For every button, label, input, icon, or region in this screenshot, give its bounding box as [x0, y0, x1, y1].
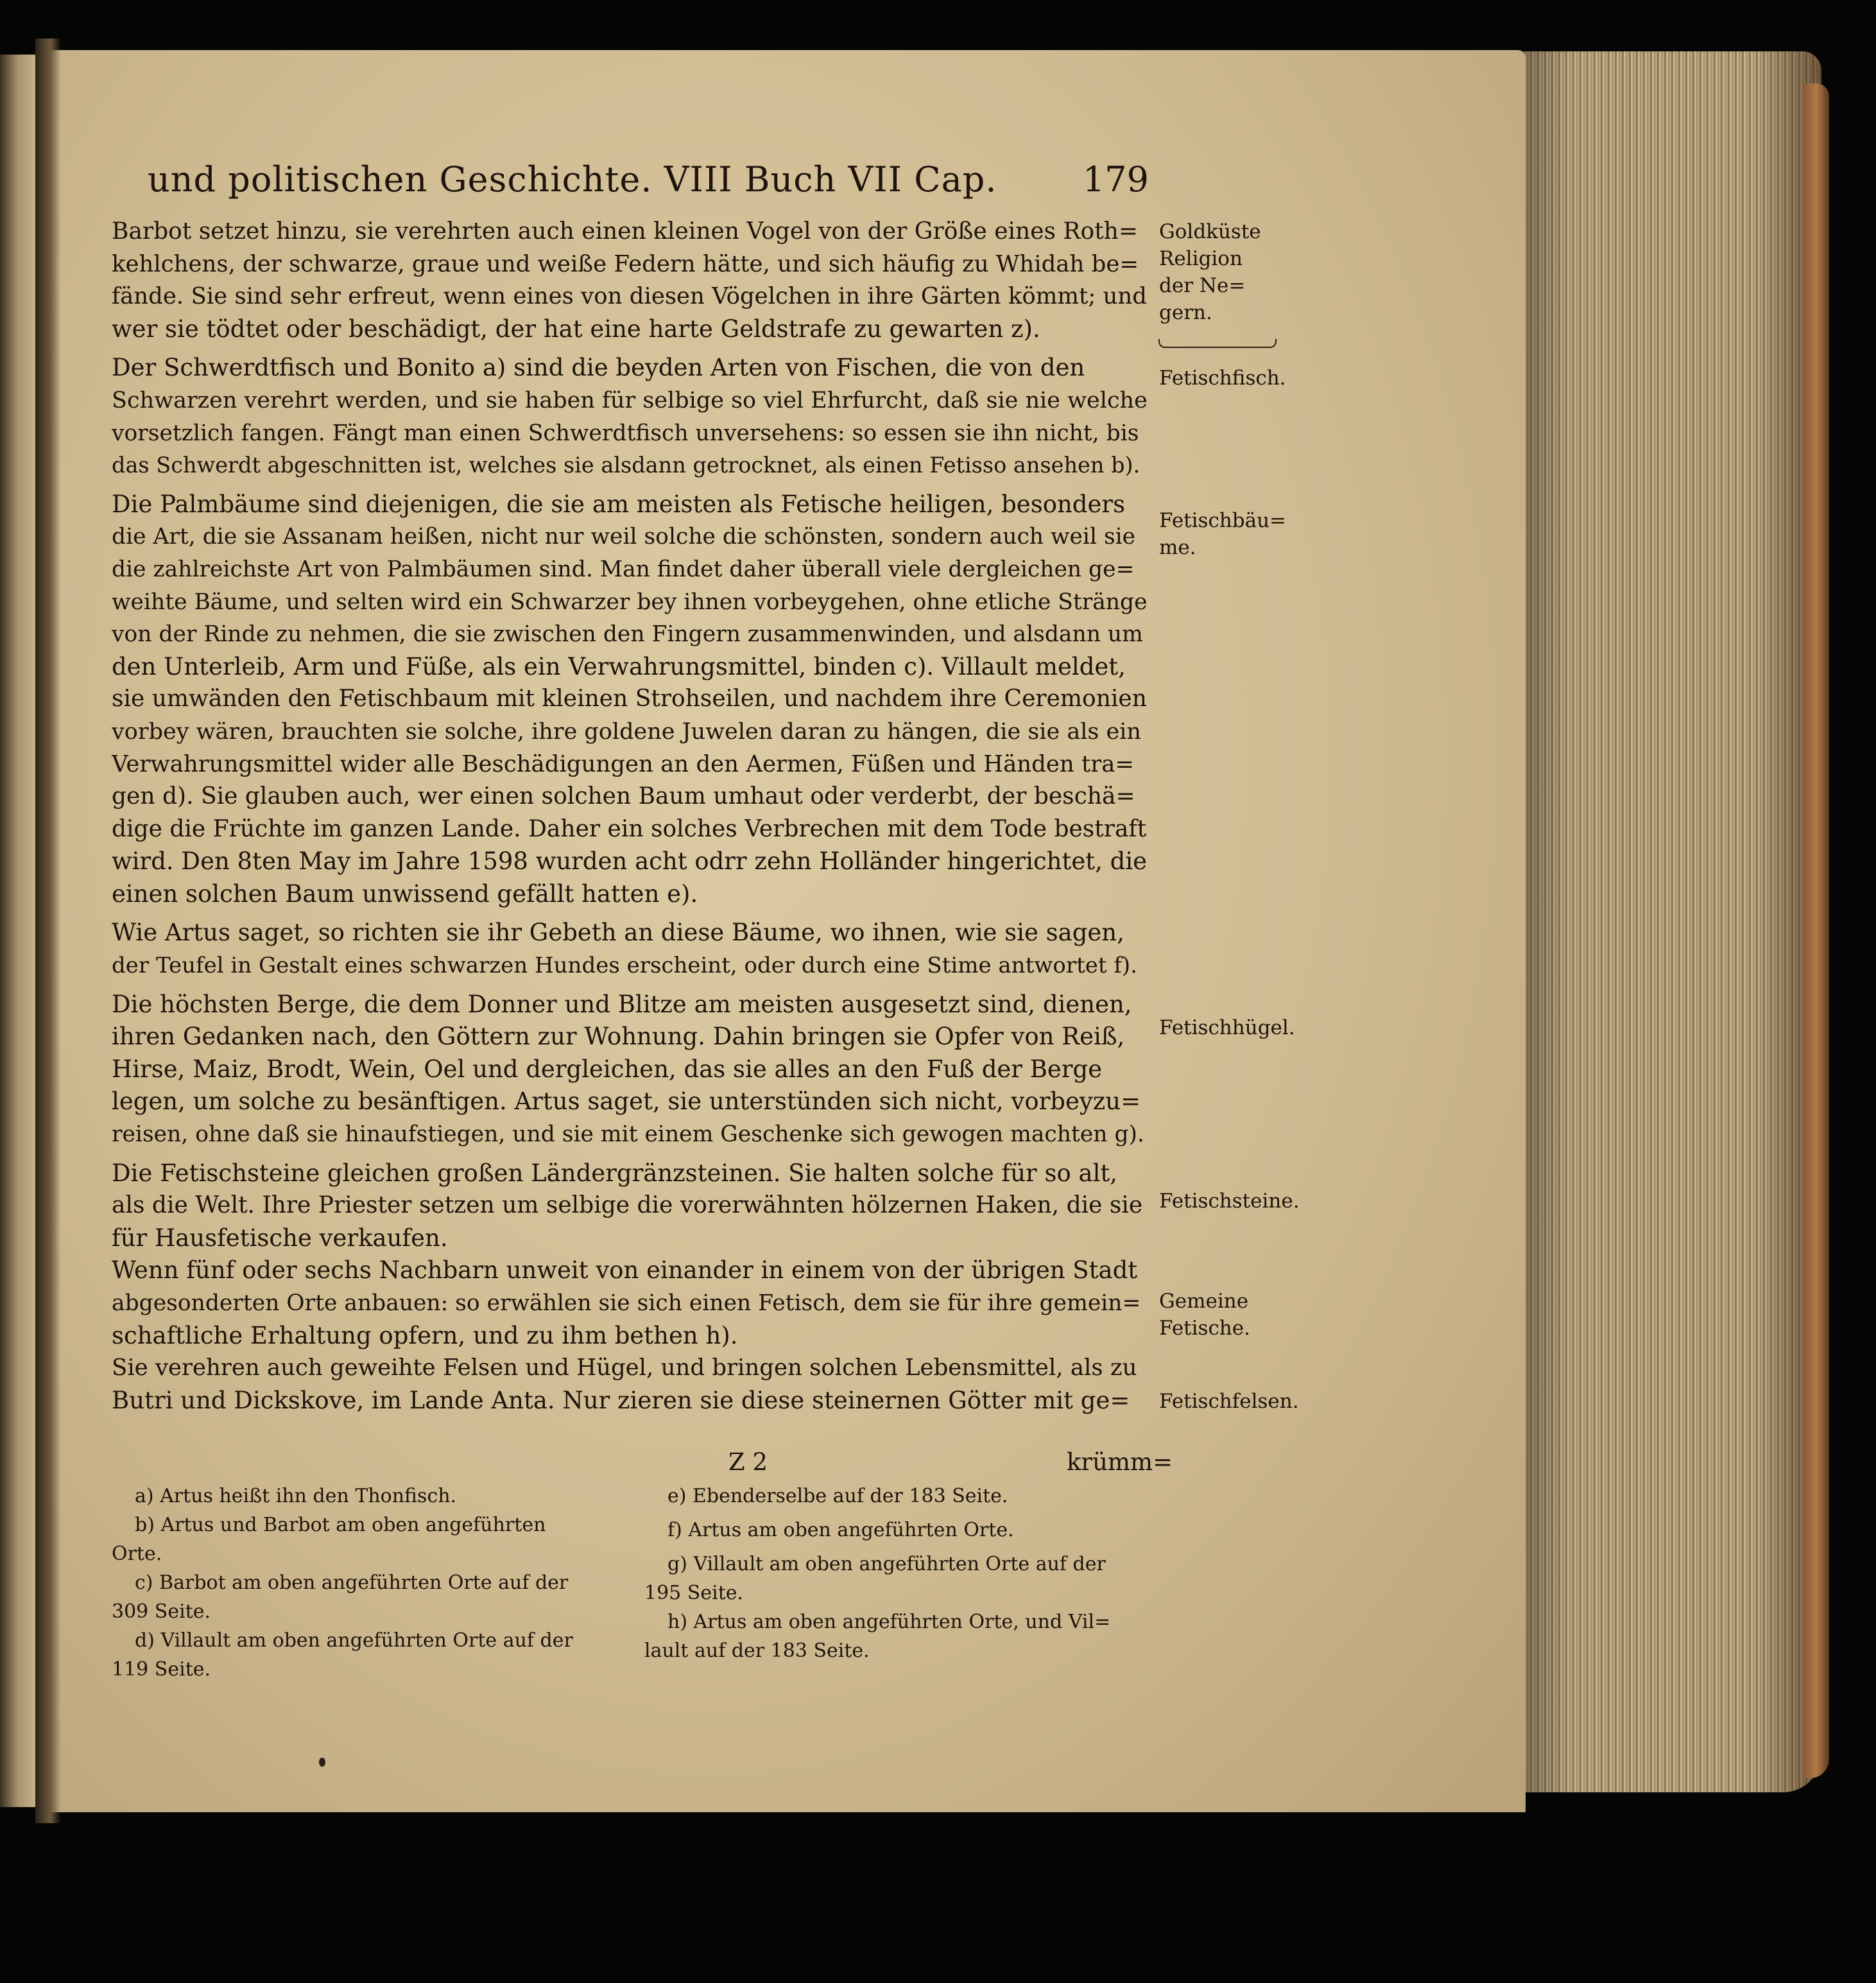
text-line: Wie Artus saget, so richten sie ihr Gebeth an diese Bäume, wo ihnen, wie sie sagen, — [112, 919, 1124, 947]
text-line: ihren Gedanken nach, den Göttern zur Wohnung. Dahin bringen sie Opfer von Reiß, — [112, 1023, 1125, 1051]
text-line: reisen, ohne daß sie hinaufstiegen, und sie mit einem Geschenke sich gewogen machten g). — [112, 1121, 1144, 1148]
footnote: c) Barbot am oben angeführten Orte auf der — [135, 1572, 569, 1594]
main-text — [112, 216, 1148, 1417]
footnote: b) Artus und Barbot am oben angeführten — [135, 1514, 546, 1536]
catchword: krümm= — [1067, 1448, 1173, 1476]
footnotes-left — [112, 1482, 573, 1684]
page-header — [148, 159, 1149, 204]
text-line: sie umwänden den Fetischbaum mit kleinen Strohseilen, und nachdem ihre Ceremonien — [112, 686, 1147, 713]
text-line: dige die Früchte im ganzen Lande. Daher ein solches Verbrechen mit dem Tode bestraft — [112, 815, 1147, 842]
margin-note-fetischsteine: Fetischsteine. — [1159, 1190, 1300, 1213]
margin-bracket — [1158, 339, 1277, 348]
text-line: Schwarzen verehrt werden, und sie haben für selbige so viel Ehrfurcht, daß sie nie welche — [112, 387, 1148, 413]
footnote: 119 Seite. — [112, 1658, 211, 1681]
text-line: der Teufel in Gestalt eines schwarzen Hundes erscheint, oder durch eine Stime antwortet f). — [112, 953, 1137, 979]
footnote: Orte. — [112, 1543, 162, 1565]
text-line: Butri und Dickskove, im Lande Anta. Nur zieren sie diese steinernen Götter mit ge= — [112, 1386, 1130, 1414]
text-line: einen solchen Baum unwissend gefällt hatten e). — [112, 879, 698, 908]
footnote: lault auf der 183 Seite. — [644, 1640, 870, 1662]
text-line: den Unterleib, Arm und Füße, als ein Verwahrungsmittel, binden c). Villault meldet, — [112, 652, 1126, 680]
text-line: schaftliche Erhaltung opfern, und zu ihm bethen h). — [112, 1321, 738, 1349]
text-line: Die höchsten Berge, die dem Donner und Blitze am meisten ausgesetzt sind, dienen, — [112, 990, 1132, 1018]
text-line: das Schwerdt abgeschnitten ist, welches sie alsdann getrocknet, als einen Fetisso ansehen b). — [112, 453, 1140, 478]
facing-page-edge — [0, 55, 40, 1807]
page-number: 179 — [1082, 159, 1149, 200]
text-line: weihte Bäume, und selten wird ein Schwarzer bey ihnen vorbeygehen, ohne etliche Stränge — [112, 589, 1148, 615]
text-line: gen d). Sie glauben auch, wer einen solchen Baum umhaut oder verderbt, der beschä= — [112, 783, 1135, 810]
page-edges-shadow — [1488, 51, 1821, 1792]
text-line: die Art, die sie Assanam heißen, nicht nur weil solche die schönsten, sondern auch weil sie — [112, 524, 1136, 550]
text-line: Die Palmbäume sind diejenigen, die sie am meisten als Fetische heiligen, besonders — [112, 490, 1126, 518]
margin-note-fetischhuegel: Fetischhügel. — [1159, 1016, 1295, 1039]
ink-speck — [319, 1758, 325, 1767]
text-line: wer sie tödtet oder beschädigt, der hat eine harte Geldstrafe zu gewarten z). — [112, 315, 1040, 343]
margin-note-fetischfisch: Fetischfisch. — [1159, 367, 1286, 390]
footnote: 195 Seite. — [644, 1582, 744, 1604]
running-title: und politischen Geschichte. VIII Buch VII Cap. — [148, 159, 997, 200]
margin-note-gemeine-fetische: Gemeine Fetische. — [1159, 1290, 1250, 1340]
signature-mark: Z 2 — [728, 1448, 768, 1476]
text-line: Verwahrungsmittel wider alle Beschädigungen an den Aermen, Füßen und Händen tra= — [112, 750, 1135, 777]
text-line: Der Schwerdtfisch und Bonito a) sind die beyden Arten von Fischen, die von den — [112, 354, 1085, 382]
text-line: Hirse, Maiz, Brodt, Wein, Oel und dergleichen, das sie alles an den Fuß der Berge — [112, 1055, 1103, 1083]
gutter-shadow — [35, 39, 61, 1823]
text-line: vorbey wären, brauchten sie solche, ihre goldene Juwelen daran zu hängen, die sie als ein — [112, 718, 1141, 745]
margin-note-fetischfelsen: Fetischfelsen. — [1159, 1390, 1299, 1413]
text-line: Barbot setzet hinzu, sie verehrten auch einen kleinen Vogel von der Größe eines Roth= — [112, 218, 1139, 245]
footnote: a) Artus heißt ihn den Thonfisch. — [135, 1485, 457, 1507]
footnote: f) Artus am oben angeführten Orte. — [667, 1519, 1014, 1541]
margin-note-goldkueste: Goldküste Religion der Ne= gern. — [1159, 220, 1261, 324]
text-line: kehlchens, der schwarze, graue und weiße Federn hätte, und sich häufig zu Whidah be= — [112, 250, 1139, 277]
text-line: Wenn fünf oder sechs Nachbarn unweit von einander in einem von der übrigen Stadt — [112, 1256, 1138, 1285]
text-line: von der Rinde zu nehmen, die sie zwischen den Fingern zusammenwinden, und alsdann um — [112, 621, 1143, 648]
text-line: für Hausfetische verkaufen. — [112, 1224, 448, 1252]
text-line: vorsetzlich fangen. Fängt man einen Schwerdtfisch unversehens: so essen sie ihn nicht, bis — [112, 420, 1139, 446]
book-cover-edge — [1803, 83, 1829, 1778]
text-line: legen, um solche zu besänftigen. Artus saget, sie unterstünden sich nicht, vorbeyzu= — [112, 1087, 1141, 1116]
text-line: fände. Sie sind sehr erfreut, wenn eines von diesen Vögelchen in ihre Gärten kömmt; und — [112, 283, 1148, 310]
text-line: wird. Den 8ten May im Jahre 1598 wurden acht odrr zehn Holländer hingerichtet, die — [112, 847, 1148, 876]
text-line: als die Welt. Ihre Priester setzen um selbige die vorerwähnten hölzernen Haken, die sie — [112, 1192, 1143, 1219]
text-line: abgesonderten Orte anbauen: so erwählen sie sich einen Fetisch, dem sie für ihre gemein= — [112, 1290, 1141, 1316]
footnote: g) Villault am oben angeführten Orte auf der — [667, 1553, 1106, 1575]
footnotes-right — [644, 1482, 1111, 1665]
footnote: 309 Seite. — [112, 1600, 211, 1623]
text-line: Sie verehren auch geweihte Felsen und Hügel, und bringen solchen Lebensmittel, als zu — [112, 1355, 1137, 1381]
margin-note-fetischbaeume: Fetischbäu= me. — [1159, 509, 1287, 559]
footnote: e) Ebenderselbe auf der 183 Seite. — [667, 1485, 1008, 1507]
footnote: d) Villault am oben angeführten Orte auf der — [135, 1629, 573, 1652]
text-line: Die Fetischsteine gleichen großen Ländergränzsteinen. Sie halten solche für so alt, — [112, 1159, 1118, 1187]
text-line: die zahlreichste Art von Palmbäumen sind. Man findet daher überall viele dergleichen ge= — [112, 556, 1135, 582]
footnote: h) Artus am oben angeführten Orte, und Vil= — [667, 1611, 1111, 1633]
